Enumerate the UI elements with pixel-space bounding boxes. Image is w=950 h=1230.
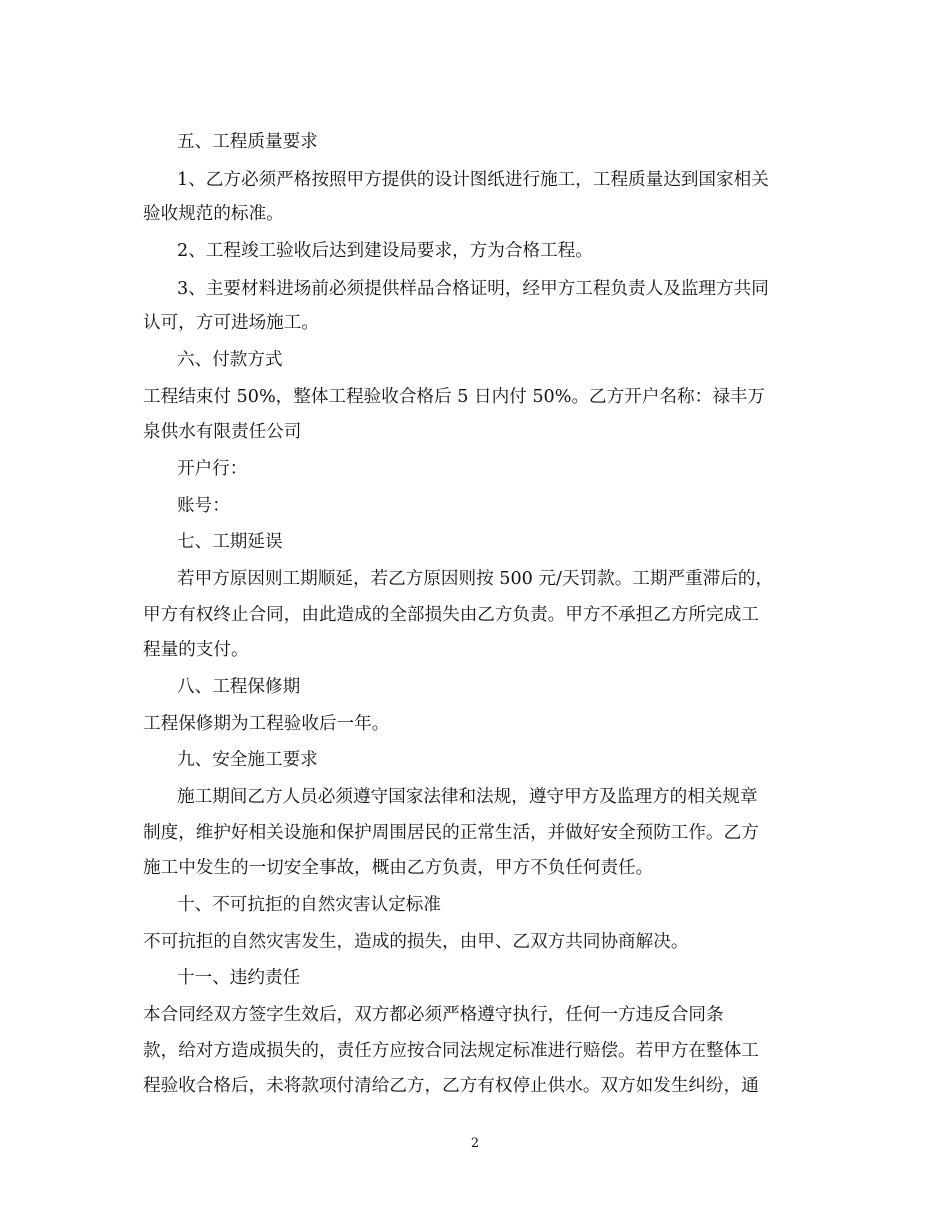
section-heading-liability: 十一、违约责任 [177, 968, 301, 988]
bank-field-label: 开户行： [177, 459, 248, 479]
paragraph-line: 施工期间乙方人员必须遵守国家法律和法规，遵守甲方及监理方的相关规章 [177, 787, 758, 807]
paragraph-line: 工程保修期为工程验收后一年。 [143, 714, 390, 734]
paragraph-line: 3、主要材料进场前必须提供样品合格证明，经甲方工程负责人及监理方共同 [177, 279, 769, 299]
page-number: 2 [470, 1136, 480, 1151]
paragraph-line: 若甲方原因则工期顺延，若乙方原因则按 500 元/天罚款。工期严重滞后的， [177, 569, 774, 589]
section-heading-force-majeure: 十、不可抗拒的自然灾害认定标准 [177, 895, 441, 915]
section-heading-quality: 五、工程质量要求 [177, 132, 318, 152]
paragraph-line: 泉供水有限责任公司 [143, 422, 302, 442]
paragraph-line: 不可抗拒的自然灾害发生，造成的损失，由甲、乙双方共同协商解决。 [143, 932, 689, 952]
section-heading-delay: 七、工期延误 [177, 532, 283, 552]
paragraph-line: 1、乙方必须严格按照甲方提供的设计图纸进行施工，工程质量达到国家相关 [177, 170, 769, 190]
paragraph-line: 工程结束付 50%，整体工程验收合格后 5 日内付 50%。乙方开户名称：禄丰万 [143, 387, 765, 407]
paragraph-line: 甲方有权终止合同，由此造成的全部损失由乙方负责。甲方不承担乙方所完成工 [143, 605, 759, 625]
paragraph-line: 程验收合格后，未将款项付清给乙方，乙方有权停止供水。双方如发生纠纷，通 [143, 1076, 759, 1096]
section-heading-payment: 六、付款方式 [177, 350, 283, 370]
section-heading-warranty: 八、工程保修期 [177, 677, 301, 697]
paragraph-line: 本合同经双方签字生效后，双方都必须严格遵守执行，任何一方违反合同条 [143, 1005, 724, 1025]
account-field-label: 账号： [177, 496, 230, 516]
paragraph-line: 认可，方可进场施工。 [143, 313, 319, 333]
paragraph-line: 施工中发生的一切安全事故，概由乙方负责，甲方不负任何责任。 [143, 858, 654, 878]
section-heading-safety: 九、安全施工要求 [177, 750, 318, 770]
paragraph-line: 程量的支付。 [143, 640, 249, 660]
paragraph-line: 验收规范的标准。 [143, 204, 284, 224]
paragraph-line: 2、工程竣工验收后达到建设局要求，方为合格工程。 [177, 241, 593, 261]
paragraph-line: 款，给对方造成损失的，责任方应按合同法规定标准进行赔偿。若甲方在整体工 [143, 1041, 759, 1061]
paragraph-line: 制度，维护好相关设施和保护周围居民的正常生活，并做好安全预防工作。乙方 [143, 823, 759, 843]
